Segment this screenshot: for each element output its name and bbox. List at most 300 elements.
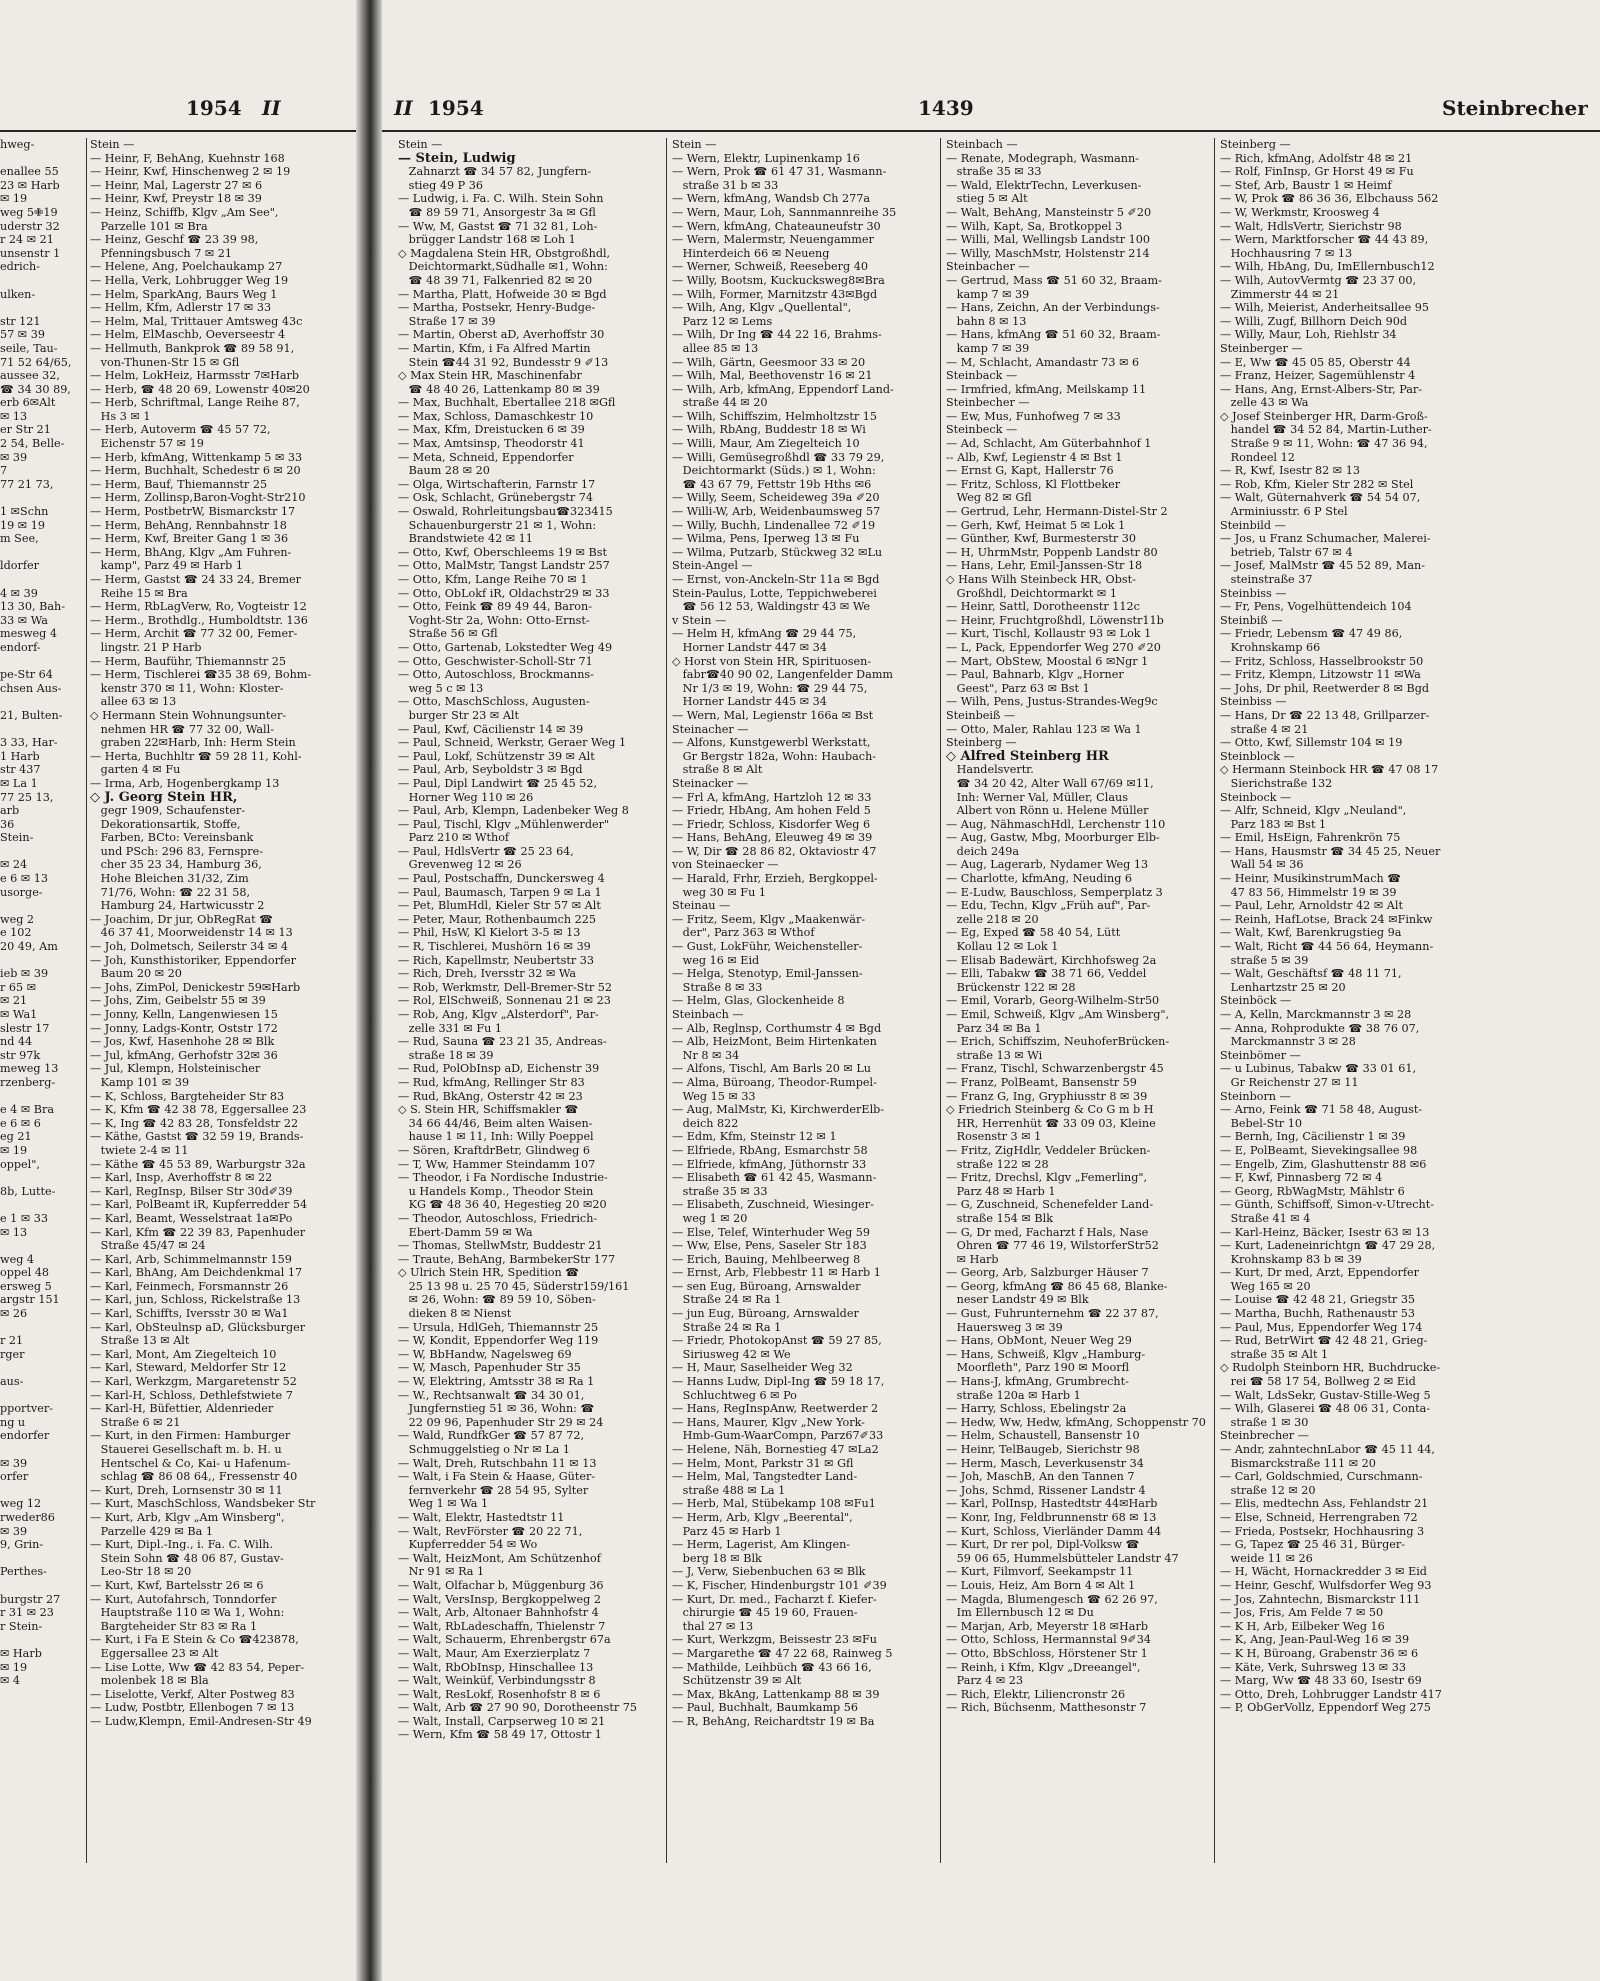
directory-line: Steinbach — [946,138,1018,151]
directory-line: ☎ 34 20 42, Alter Wall 67/69 ✉11, [946,776,1154,790]
directory-line: weide 11 ✉ 26 [1220,1551,1313,1565]
directory-line: — Herm, RbLagVerw, Ro, Vogteistr 12 [90,600,307,614]
directory-line: — Theodor, i Fa Nordische Industrie- [398,1171,608,1185]
directory-line: — Georg, kfmAng ☎ 86 45 68, Blanke- [946,1279,1168,1293]
directory-line: v Stein — [672,613,727,627]
directory-line: Deichtormarkt,Südhalle ✉1, Wohn: [398,260,608,274]
directory-line: chsen Aus- [0,681,62,695]
directory-line: — Rud, BkAng, Osterstr 42 ✉ 23 [398,1089,583,1103]
directory-line: — Wilh, Pens, Justus-Strandes-Weg9c [946,695,1158,709]
directory-line [0,1484,82,1498]
directory-line: — Helm, Mal, Trittauer Amtsweg 43c [90,314,303,328]
directory-line: ieb ✉ 39 [0,967,49,981]
directory-line: — Hans, Dr ☎ 22 13 48, Grillparzer- [1220,708,1430,722]
directory-line: — Willi, Zugf, Billhorn Deich 90d [1220,314,1408,328]
directory-line: — Gertrud, Lehr, Hermann-Distel-Str 2 [946,505,1168,519]
directory-line: — Otto, Geschwister-Scholl-Str 71 [398,654,593,668]
directory-line: — Martha, Postsekr, Henry-Budge- [398,301,596,315]
directory-line: — Fritz, Seem, Klgv „Maakenwär- [672,912,866,926]
directory-line: Steinbiss — [1220,586,1287,600]
directory-line: — Hans, Maurer, Klgv „New York- [672,1415,865,1429]
directory-line: rger [0,1347,25,1361]
directory-line: — Heinr, Kwf, Hinschenweg 2 ✉ 19 [90,165,291,179]
directory-line: — Wilh, Schiffszim, Helmholtzstr 15 [672,409,877,423]
directory-line: — Rolf, FinInsp, Gr Horst 49 ✉ Fu [1220,165,1414,179]
directory-line: straße 488 ✉ La 1 [672,1483,786,1497]
directory-line: — Karl, Insp, Averhoffstr 8 ✉ 22 [90,1171,273,1185]
directory-line: str 121 [0,314,41,328]
directory-line: — Ernst, von-Anckeln-Str 11a ✉ Bgd [672,573,880,586]
directory-line [0,573,82,587]
directory-line: — Martha, Platt, Hofweide 30 ✉ Bgd [398,287,607,301]
directory-line: — Karl-H, Büfettier, Aldenrieder [90,1402,274,1416]
directory-line: — Oswald, Rohrleitungsbau☎323415 [398,505,613,519]
directory-line: zelle 218 ✉ 20 [946,912,1039,926]
directory-line: — Heinr, Fruchtgroßhdl, Löwenstr11b [946,613,1164,627]
directory-line: — Ludw, Postbtr, Ellenbogen 7 ✉ 13 [90,1701,295,1715]
directory-line: neser Landstr 49 ✉ Blk [946,1293,1089,1307]
directory-line: 3 33, Har- [0,736,58,750]
directory-line: — E-Ludw, Bauschloss, Semperplatz 3 [946,885,1163,899]
directory-line: — Herm, Buchhalt, Schedestr 6 ✉ 20 [90,464,301,478]
directory-line: — Jonny, Ladgs-Kontr, Oststr 172 [90,1021,278,1035]
directory-line: enallee 55 [0,165,59,179]
directory-line: — Heinr, Mal, Lagerstr 27 ✉ 6 [90,178,263,192]
directory-line: Marckmannstr 3 ✉ 28 [1220,1035,1356,1049]
directory-line: Krohnskamp 66 [1220,640,1321,654]
directory-line: Steinbach — [672,1008,744,1021]
directory-line: — Günth, Schiffsoff, Simon-v-Utrecht- [1220,1198,1435,1212]
directory-line: — Bernh, Ing, Cäcilienstr 1 ✉ 39 [1220,1130,1406,1144]
directory-line: — Wilh, Arb, kfmAng, Eppendorf Land- [672,382,894,396]
directory-line: Rondeel 12 [1220,450,1295,464]
directory-line: pportver- [0,1402,53,1416]
directory-line: — Friedr, Schloss, Kisdorfer Weg 6 [672,817,871,831]
directory-line: — Frl A, kfmAng, Hartzloh 12 ✉ 33 [672,790,872,804]
directory-line: er Str 21 [0,423,51,437]
directory-line: — Anna, Rohprodukte ☎ 38 76 07, [1220,1021,1420,1035]
directory-line: — Walt, Olfachar b, Müggenburg 36 [398,1578,604,1592]
directory-line: straße 44 ✉ 20 [672,396,768,410]
directory-line: — Alfons, Kunstgewerbl Werkstatt, [672,736,871,750]
column-divider [1214,138,1215,1863]
directory-line: — Ludw,Klempn, Emil-Andresen-Str 49 [90,1714,312,1728]
directory-line: — J, Verw, Siebenbuchen 63 ✉ Blk [672,1565,866,1579]
directory-line: — Karl, ObSteulnsp aD, Glücksburger [90,1320,306,1334]
column-divider [940,138,941,1863]
directory-line: — Reinh, i Kfm, Klgv „Dreeangel", [946,1660,1141,1674]
directory-line: ◇ Josef Steinberger HR, Darm-Groß- [1220,409,1428,423]
directory-line: — Hans, Zeichn, An der Verbindungs- [946,301,1160,315]
directory-line: — Margarethe ☎ 47 22 68, Rainweg 5 [672,1646,893,1660]
directory-line: — Wilh, Dr Ing ☎ 44 22 16, Brahms- [672,328,882,342]
directory-line: mesweg 4 [0,627,58,641]
directory-line: Stein — [672,138,717,151]
directory-line [0,1361,82,1375]
directory-line: Straße 9 ✉ 11, Wohn: ☎ 47 36 94, [1220,437,1428,451]
directory-line: — Otto, Schloss, Hermannstal 9✐34 [946,1633,1151,1647]
directory-line: 57 ✉ 39 [0,328,45,342]
directory-line: — Gust, LokFühr, Weichensteller- [672,940,863,954]
directory-line: argstr 151 [0,1293,60,1307]
directory-line: straße 1 ✉ 30 [1220,1415,1309,1429]
directory-line: — Paul, Kwf, Cäcilienstr 14 ✉ 39 [398,722,584,736]
directory-line: Steinacher — [672,722,749,736]
directory-line: — Paul, Lehr, Arnoldstr 42 ✉ Alt [1220,899,1403,913]
directory-line: — Harald, Frhr, Erzieh, Bergkoppel- [672,872,878,886]
directory-line: Kamp 101 ✉ 39 [90,1075,190,1089]
directory-line: — G, Tapez ☎ 25 46 31, Bürger- [1220,1538,1405,1552]
directory-line: Parz 12 ✉ Lems [672,314,773,328]
directory-line: 4 ✉ 39 [0,586,38,600]
directory-line: — Herb, Schriftmal, Lange Reihe 87, [90,396,300,410]
directory-line: weg 4 [0,1252,35,1266]
directory-line: Hamburg 24, Hartwicusstr 2 [90,899,265,913]
directory-line: ☎ 48 40 26, Lattenkamp 80 ✉ 39 [398,382,600,396]
directory-line: — Ww, M, Gastst ☎ 71 32 81, Loh- [398,219,598,233]
directory-line: — K, Kfm ☎ 42 38 78, Eggersallee 23 [90,1103,307,1117]
directory-line: und PSch: 296 83, Fernspre- [90,844,264,858]
directory-line: 46 37 41, Moorweidenstr 14 ✉ 13 [90,926,293,940]
directory-line: — Otto, Feink ☎ 89 49 44, Baron- [398,600,593,614]
directory-line: — Helm, LokHeiz, Harmsstr 7✉Harb [90,369,300,383]
directory-line: Weg 15 ✉ 33 [672,1089,756,1103]
directory-line: — Elisabeth ☎ 61 42 45, Wasmann- [672,1171,877,1185]
directory-line: — Kurt, Dreh, Lornsenstr 30 ✉ 11 [90,1483,283,1497]
directory-line [0,546,82,560]
directory-line: Steinbeiß — [946,708,1016,722]
directory-line: Steinböck — [1220,994,1292,1008]
directory-line: — Joh, MaschB, An den Tannen 7 [946,1470,1135,1484]
directory-line: — Käthe ☎ 45 53 89, Warburgstr 32a [90,1157,306,1171]
directory-line: — Kurt, Filmvorf, Seekampstr 11 [946,1565,1134,1579]
directory-line: — Aug, Lagerarb, Nydamer Weg 13 [946,858,1149,872]
directory-line: — Alb, HeizMont, Beim Hirtenkaten [672,1035,877,1049]
directory-line: r 65 ✉ [0,980,37,994]
directory-line: Straße 17 ✉ 39 [398,314,496,328]
right-header-volume: II [394,96,413,120]
directory-line: — Erich, Schiffszim, NeuhoferBrücken- [946,1035,1170,1049]
directory-line: Geest", Parz 63 ✉ Bst 1 [946,681,1090,695]
directory-line: — Helm, SparkAng, Baurs Weg 1 [90,287,278,301]
directory-line: — Ew, Mus, Funhofweg 7 ✉ 33 [946,409,1121,423]
directory-line: — Johs, Dr phil, Reetwerder 8 ✉ Bgd [1220,681,1430,695]
directory-line: — Kurt, i Fa E Stein & Co ☎423878, [90,1633,299,1647]
directory-line: — Heinr, Sattl, Dorotheenstr 112c [946,600,1140,614]
page-number: 1439 [918,96,974,120]
directory-line: — Karl, Mont, Am Ziegelteich 10 [90,1347,277,1361]
directory-line: — Hans, Schweiß, Klgv „Hamburg- [946,1347,1146,1361]
directory-line: — Traute, BehAng, BarmbekerStr 177 [398,1252,616,1266]
directory-line: — Alma, Büroang, Theodor-Rumpel- [672,1075,877,1089]
directory-line: — Hans, ObMont, Neuer Weg 29 [946,1334,1132,1348]
directory-line: Steinbacher — [946,260,1030,274]
directory-line: eg 21 [0,1130,32,1144]
directory-line: ulken- [0,287,36,301]
directory-line: -- Alb, Kwf, Legienstr 4 ✉ Bst 1 [946,450,1123,464]
directory-line: ✉ Wa1 [0,1008,38,1021]
directory-line: — Heinr, TelBaugeb, Sierichstr 98 [946,1443,1140,1456]
directory-line: 13 30, Bah- [0,600,66,614]
directory-line [0,954,82,968]
directory-line: — Ww, Else, Pens, Saseler Str 183 [672,1239,867,1253]
directory-line: — Wilh, RbAng, Buddestr 18 ✉ Wi [672,423,866,437]
directory-line: — Georg, RbWagMstr, Mählstr 6 [1220,1184,1405,1198]
directory-line: 71 52 64/65, [0,355,72,369]
directory-line: — Georg, Arb, Salzburger Häuser 7 [946,1266,1149,1280]
directory-line: — Karl, Schiffts, Iversstr 30 ✉ Wa1 [90,1307,289,1321]
directory-line: — Franz G, Ing, Gryphiusstr 8 ✉ 39 [946,1089,1148,1103]
directory-line: — Kurt, Dr med, Arzt, Eppendorfer [1220,1266,1419,1280]
directory-line: Steinberg — [946,736,1017,750]
directory-line: — Herm, Bauführ, Thiemannstr 25 [90,654,286,668]
directory-line: — Louise ☎ 42 48 21, Griegstr 35 [1220,1293,1416,1307]
directory-line: — Paul, HdlsVertr ☎ 25 23 64, [398,844,574,858]
directory-line: — Karl-Heinz, Bäcker, Isestr 63 ✉ 13 [1220,1225,1430,1239]
directory-line: — Hans, Hausmstr ☎ 34 45 25, Neuer [1220,844,1441,858]
directory-line: — Kurt, Dr rer pol, Dipl-Volksw ☎ [946,1538,1140,1552]
directory-line: Parzelle 101 ✉ Bra [90,219,208,233]
directory-line: — Rich, Dreh, Iversstr 32 ✉ Wa [398,967,577,981]
directory-line: — R, Tischlerei, Mushörn 16 ✉ 39 [398,940,591,954]
directory-line: Reihe 15 ✉ Bra [90,586,188,600]
directory-line: straße 8 ✉ Alt [672,763,763,777]
directory-line [0,152,82,166]
directory-line: Handelsvertr. [946,763,1034,777]
directory-line: straße 35 ✉ 33 [672,1184,768,1198]
directory-line: nd 44 [0,1035,33,1049]
directory-line: Steinborn — [1220,1089,1291,1103]
directory-line: 22 09 96, Papenhuder Str 29 ✉ 24 [398,1415,604,1429]
directory-line: — Walt, Elektr, Hastedtstr 11 [398,1510,565,1524]
directory-line: — Helm, Mal, Tangstedter Land- [672,1470,858,1484]
directory-line: — Wilma, Putzarb, Stückweg 32 ✉Lu [672,545,883,559]
directory-line: — Gerh, Kwf, Heimat 5 ✉ Lok 1 [946,518,1126,532]
directory-line: — Willy, Bootsm, Kuckucksweg8✉Bra [672,273,885,287]
directory-line: Stein — [398,138,443,151]
directory-line: Straße 41 ✉ 4 [1220,1211,1311,1225]
directory-line: — Gertrud, Mass ☎ 51 60 32, Braam- [946,273,1162,287]
directory-line: — Marjan, Arb, Meyerstr 18 ✉Harb [946,1619,1148,1633]
directory-line: — Hans, Lehr, Emil-Janssen-Str 18 [946,559,1143,573]
directory-line: endorfer [0,1429,50,1443]
directory-line: thal 27 ✉ 13 [672,1619,754,1633]
directory-line: — Paul, Postschaffn, Dunckersweg 4 [398,872,605,886]
directory-line: — Ernst G, Kapt, Hallerstr 76 [946,464,1114,478]
directory-line: berg 18 ✉ Blk [672,1551,762,1565]
directory-line: — Mathilde, Leihbüch ☎ 43 66 16, [672,1660,872,1674]
left-column-divider [86,138,87,1863]
directory-line: — Jul, Klempn, Holsteinischer [90,1062,261,1076]
directory-line: — Martin, Oberst aD, Averhoffstr 30 [398,328,605,342]
directory-line: Perthes- [0,1565,47,1579]
directory-line: Steinbock — [1220,790,1292,804]
directory-line: — Frieda, Postsekr, Hochhausring 3 [1220,1524,1425,1538]
directory-line: straße 5 ✉ 39 [1220,953,1309,967]
directory-line: — Elis, medtechn Ass, Fehlandstr 21 [1220,1497,1429,1511]
directory-line: seile, Tau- [0,341,58,355]
directory-line: — Stein, Ludwig [398,151,516,166]
directory-line: — G, Zuschneid, Schenefelder Land- [946,1198,1154,1212]
directory-line: Siriusweg 42 ✉ We [672,1347,791,1361]
directory-line: — W, Kondit, Eppendorfer Weg 119 [398,1334,599,1348]
directory-line: Straße 6 ✉ 21 [90,1415,181,1429]
directory-line: — Rol, ElSchweiß, Sonnenau 21 ✉ 23 [398,994,611,1008]
directory-line: 1 ✉Schn [0,505,49,519]
directory-line: — W, Werkmstr, Kroosweg 4 [1220,205,1380,219]
directory-line: — Paul, Buchhalt, Baumkamp 56 [672,1701,859,1715]
directory-line: — Jos, Zahntechn, Bismarckstr 111 [1220,1592,1421,1606]
directory-line: — Konr, Ing, Feldbrunnenstr 68 ✉ 13 [946,1510,1157,1524]
directory-line: — Rob, Ang, Klgv „Alsterdorf", Par- [398,1008,599,1021]
directory-line: ✉ 13 [0,409,28,423]
directory-line: weg 2 [0,912,35,926]
directory-line: — Olga, Wirtschafterin, Farnstr 17 [398,477,596,491]
directory-line: ◇ Friedrich Steinberg & Co G m b H [946,1103,1154,1117]
directory-line: — Kurt, MaschSchloss, Wandsbeker Str [90,1497,316,1511]
directory-line: 19 ✉ 19 [0,518,45,532]
directory-line: — Rud, PolObInsp aD, Eichenstr 39 [398,1062,600,1076]
directory-line: — Helm, ElMaschb, Oeverseestr 4 [90,328,286,342]
directory-line: 20 49, Am [0,940,58,954]
directory-line: — Karl, Werkzgm, Margaretenstr 52 [90,1375,297,1389]
directory-line: graben 22✉Harb, Inh: Herm Stein [90,736,296,750]
directory-line: Horner Landstr 445 ✉ 34 [672,695,827,709]
directory-line: — Kurt, Arb, Klgv „Am Winsberg", [90,1510,285,1524]
directory-line: — Irma, Arb, Hogenbergkamp 13 [90,776,280,790]
directory-line: ✉ 4 [0,1674,21,1688]
directory-line: u Handels Komp., Theodor Stein [398,1184,594,1198]
directory-line: ◇ Max Stein HR, Maschinenfabr [398,369,582,383]
directory-line: ✉ 26, Wohn: ☎ 89 59 10, Söben- [398,1293,596,1307]
column-3 [946,138,1208,1715]
directory-line: — Wilh, AutovVermtg ☎ 23 37 00, [1220,273,1417,287]
directory-line: Steinbecher — [946,396,1030,410]
directory-line: Hentschel & Co, Kai- u Hafenum- [90,1456,291,1470]
directory-line: weg 16 ✉ Eid [672,953,760,967]
directory-line: cher 35 23 34, Hamburg 36, [90,858,262,872]
directory-line: — Herm, Kwf, Breiter Gang 1 ✉ 36 [90,532,289,546]
directory-line: — Rob, Werkmstr, Dell-Bremer-Str 52 [398,980,612,994]
directory-line [0,1579,82,1593]
directory-line [0,274,82,288]
directory-line: straße 13 ✉ Wi [946,1048,1043,1062]
directory-line: — Wald, RundfkGer ☎ 57 87 72, [398,1429,585,1443]
directory-line: — Max, Kfm, Dreistucken 6 ✉ 39 [398,423,585,437]
directory-line: — Louis, Heiz, Am Born 4 ✉ Alt 1 [946,1578,1136,1592]
directory-line: 2 54, Belle- [0,437,65,451]
directory-line: ◇ Alfred Steinberg HR [946,749,1109,764]
directory-line: 8b, Lutte- [0,1184,56,1198]
directory-line: — Else, Telef, Winterhuder Weg 59 [672,1225,871,1239]
directory-line: — Karl, Arb, Schimmelmannstr 159 [90,1252,292,1266]
directory-line: Stein Sohn ☎ 48 06 87, Gustav- [90,1551,284,1565]
directory-line: — Joh, Kunsthistoriker, Eppendorfer [90,953,297,967]
directory-line: — Herb, ☎ 48 20 69, Lowenstr 40✉20 [90,382,310,396]
directory-line: — Wern, Prok ☎ 61 47 31, Wasmann- [672,165,887,179]
directory-line: — Alfr, Schneid, Klgv „Neuland", [1220,804,1407,818]
directory-line: ☎ 89 59 71, Ansorgestr 3a ✉ Gfl [398,205,596,219]
directory-line: Großhdl, Deichtormarkt ✉ 1 [946,586,1117,600]
directory-line: 21, Bulten- [0,708,63,722]
directory-line: — Mart, ObStew, Moostal 6 ✉Ngr 1 [946,654,1149,668]
directory-line: — Otto, MaschSchloss, Augusten- [398,695,590,709]
directory-line: — Paul, Bahnarb, Klgv „Horner [946,668,1124,682]
directory-line: — Alb, Reglnsp, Corthumstr 4 ✉ Bgd [672,1021,882,1035]
directory-line: — Wilh, Kapt, Sa, Brotkoppel 3 [946,219,1123,233]
directory-line: — Reinh, HafLotse, Brack 24 ✉Finkw [1220,912,1433,926]
directory-line: — Karl, Kfm ☎ 22 39 83, Papenhuder [90,1225,306,1239]
directory-line: — Sören, KraftdrBetr, Glindweg 6 [398,1143,591,1157]
directory-line: — Johs, Schmd, Rissener Landstr 4 [946,1483,1146,1497]
directory-line: Eichenstr 57 ✉ 19 [90,437,204,451]
directory-line: — Willy, Maur, Loh, Riehlstr 34 [1220,328,1397,342]
directory-line: — Herm, Tischlerei ☎35 38 69, Bohm- [90,668,312,682]
directory-line: — Franz, Tischl, Schwarzenbergstr 45 [946,1062,1164,1076]
directory-line: — Paul, Arb, Seyboldstr 3 ✉ Bgd [398,763,583,777]
directory-line [0,1552,82,1566]
directory-line: e 6 ✉ 6 [0,1116,41,1130]
directory-line: Brückenstr 122 ✉ 28 [946,980,1076,994]
directory-line: ◇ Horst von Stein HR, Spirituosen- [672,654,872,668]
directory-line: — Heinr, F, BehAng, Kuehnstr 168 [90,151,285,165]
directory-line: Rosenstr 3 ✉ 1 [946,1130,1042,1144]
directory-line: 36 [0,817,15,831]
directory-line: handel ☎ 34 52 84, Martin-Luther- [1220,423,1432,437]
directory-line: — P, ObGerVollz, Eppendorf Weg 275 [1220,1701,1431,1715]
directory-line: Inh: Werner Val, Müller, Claus [946,790,1128,804]
directory-line: — Ursula, HdlGeh, Thiemannstr 25 [398,1320,599,1334]
directory-line: — Karl-H, Schloss, Dethlefstwiete 7 [90,1388,293,1402]
directory-line: — Hellm, Kfm, Adlerstr 17 ✉ 33 [90,301,272,315]
directory-line: — Emil, HsEign, Fahrenkrön 75 [1220,831,1401,845]
directory-line: Straße 13 ✉ Alt [90,1334,190,1348]
directory-line: ◇ J. Georg Stein HR, [90,790,238,805]
directory-line: — Otto, MalMstr, Tangst Landstr 257 [398,559,610,573]
directory-line: Albert von Rönn u. Helene Müller [946,804,1149,818]
directory-line: straße 18 ✉ 39 [398,1048,494,1062]
directory-line: Parz 210 ✉ Wthof [398,831,510,845]
directory-line: — Fritz, Schloss, Hasselbrookstr 50 [1220,654,1424,668]
directory-line: e 102 [0,926,32,940]
directory-line: — Marg, Ww ☎ 48 33 60, Isestr 69 [1220,1674,1422,1688]
directory-line: der", Parz 363 ✉ Wthof [672,926,815,940]
catchword: Steinbrecher [1442,96,1588,120]
directory-line: — Heinz, Schiffb, Klgv „Am See", [90,205,279,219]
directory-line: — Kurt, Schloss, Vierländer Damm 44 [946,1524,1162,1538]
directory-line: oppel", [0,1157,40,1171]
directory-line: straße 35 ✉ Alt 1 [1220,1347,1329,1361]
directory-line: — Paul, Arb, Klempn, Ladenbeker Weg 8 [398,804,629,818]
directory-line: ✉ 19 [0,1660,28,1674]
directory-line: — Stef, Arb, Baustr 1 ✉ Heimf [1220,178,1392,192]
directory-line: — K, Schloss, Bargteheider Str 83 [90,1089,285,1103]
directory-line: — Hans, RegInspAnw, Reetwerder 2 [672,1402,879,1416]
directory-line: — Otto, Autoschloss, Brockmanns- [398,668,594,682]
directory-line: m See, [0,532,39,546]
directory-line: — Otto, BbSchloss, Hörstener Str 1 [946,1646,1148,1660]
directory-line: Jungfernstieg 51 ✉ 36, Wohn: ☎ [398,1402,595,1416]
directory-line: — Fritz, Klempn, Litzowstr 11 ✉Wa [1220,668,1421,682]
directory-line: — H, Wächt, Hornackredder 3 ✉ Eid [1220,1565,1427,1579]
directory-line: — Wern, Mal, Legienstr 166a ✉ Bst [672,708,874,722]
directory-line: rzenberg- [0,1075,56,1089]
directory-line: allee 63 ✉ 13 [90,695,177,709]
directory-line: — Karl, BhAng, Am Deichdenkmal 17 [90,1266,303,1280]
directory-line: — Hans, BehAng, Eleuweg 49 ✉ 39 [672,831,873,845]
directory-line: — sen Eug, Büroang, Arnswalder [672,1279,861,1293]
directory-line: Hohe Bleichen 31/32, Zim [90,872,249,886]
